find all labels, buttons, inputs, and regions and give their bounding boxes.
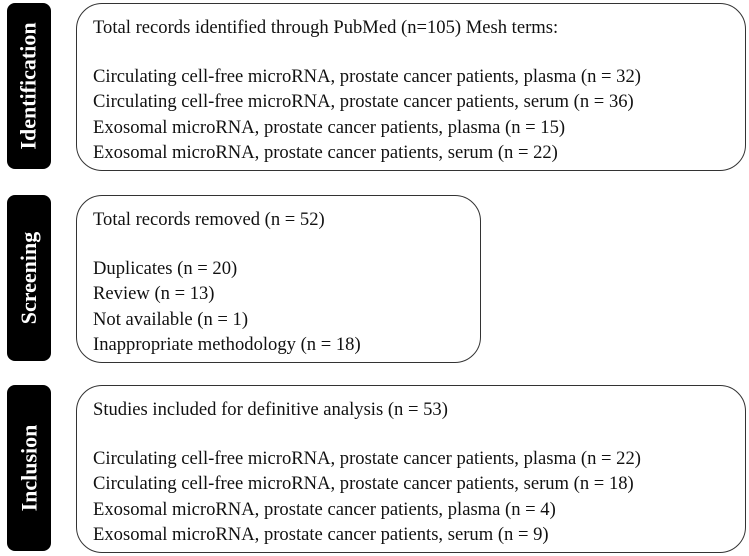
screening-label: Screening — [16, 231, 42, 325]
identification-box — [76, 3, 746, 171]
screening-item: Review (n = 13) — [93, 283, 215, 304]
inclusion-title: Studies included for definitive analysis (n = 53) — [93, 399, 448, 420]
screening-label-bar — [7, 195, 51, 361]
identification-item: Circulating cell-free microRNA, prostate cancer patients, plasma (n = 32) — [93, 65, 641, 87]
screening-box — [76, 195, 481, 363]
inclusion-label: Inclusion — [16, 424, 42, 512]
inclusion-box — [76, 385, 746, 553]
screening-item: Not available (n = 1) — [93, 308, 249, 330]
inclusion-item: Exosomal microRNA, prostate cancer patients, plasma (n = 4) — [93, 498, 556, 520]
screening-title: Total records removed (n = 52) — [93, 209, 325, 230]
inclusion-item: Circulating cell-free microRNA, prostate cancer patients, plasma (n = 22) — [93, 447, 641, 469]
inclusion-item: Circulating cell-free microRNA, prostate cancer patients, serum (n = 18) — [93, 473, 634, 494]
identification-label: Identification — [16, 22, 41, 150]
identification-item: Circulating cell-free microRNA, prostate cancer patients, serum (n = 36) — [93, 91, 634, 112]
identification-item: Exosomal microRNA, prostate cancer patients, serum (n = 22) — [93, 142, 558, 163]
screening-item: Inappropriate methodology (n = 18) — [93, 334, 361, 355]
screening-item: Duplicates (n = 20) — [93, 257, 238, 279]
identification-label-bar — [7, 3, 51, 169]
identification-title: Total records identified through PubMed (n=105) Mesh terms: — [93, 17, 559, 38]
inclusion-label-bar — [7, 385, 51, 551]
inclusion-item: Exosomal microRNA, prostate cancer patients, serum (n = 9) — [93, 524, 549, 545]
identification-item: Exosomal microRNA, prostate cancer patients, plasma (n = 15) — [93, 116, 566, 138]
